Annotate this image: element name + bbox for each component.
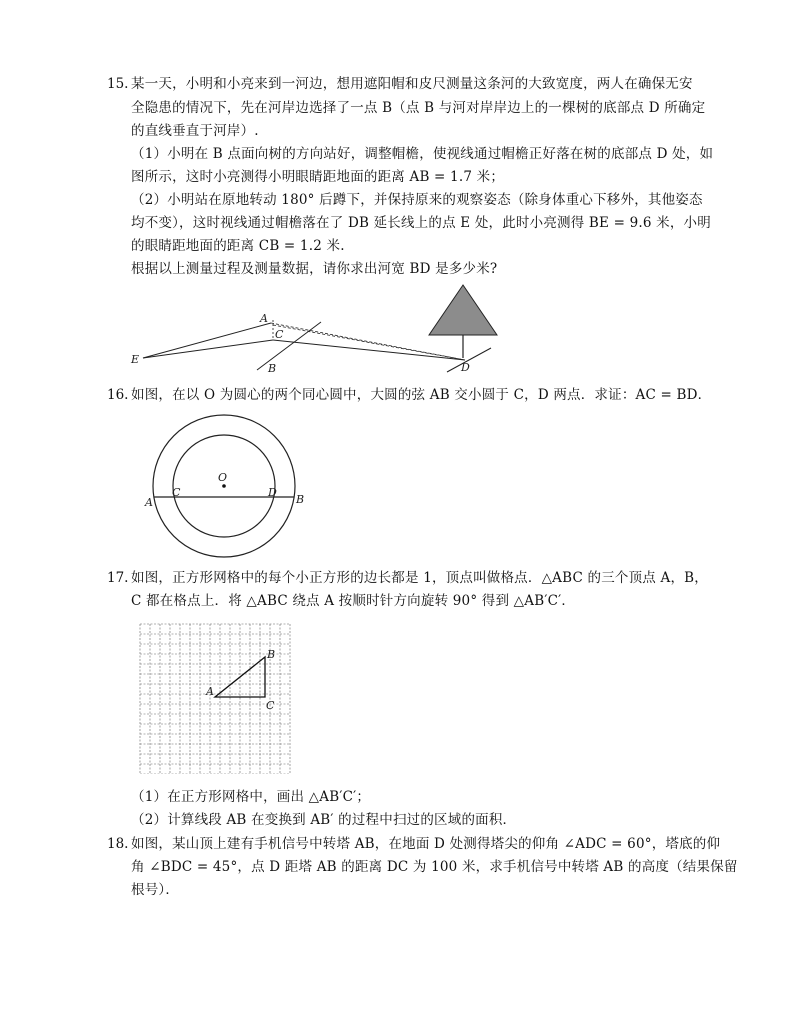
question-text-line: 根据以上测量过程及测量数据，请你求出河宽 BD 是多少米?	[131, 261, 498, 277]
label-C: C	[266, 699, 275, 712]
question-text-line: 某一天，小明和小亮来到一河边，想用遮阳帽和皮尺测量这条河的大致宽度，两人在确保无安	[131, 76, 693, 92]
tree-icon	[429, 285, 497, 335]
question-text-line: 根号）．	[131, 882, 180, 898]
center-point-O	[222, 484, 226, 488]
label-A: A	[260, 312, 268, 325]
sight-line-EC	[143, 323, 271, 358]
baseline-BD	[273, 340, 465, 360]
square-grid-figure	[138, 622, 294, 774]
label-O: O	[218, 471, 228, 484]
question-text-line: 的眼睛距地面的距离 CB = 1.2 米.	[131, 238, 345, 254]
sight-line-EB	[143, 340, 273, 358]
label-D: D	[268, 486, 277, 499]
label-B: B	[267, 648, 276, 661]
question-text-line: 均不变），这时视线通过帽檐落在了 DB 延长线上的点 E 处，此时小亮测得 BE = 9.6 米，小明	[131, 215, 711, 231]
question-text-line: 全隐患的情况下，先在河岸边选择了一点 B（点 B 与河对岸岸边上的一棵树的底部点 D 所确定	[131, 100, 706, 116]
question-text-line: （2）小明站在原地转动 180° 后蹲下，并保持原来的观察姿态（除身体重心下移外，其他姿态	[131, 192, 703, 208]
question-text-line: 的直线垂直于河岸）.	[131, 123, 259, 139]
river-measurement-figure	[125, 280, 505, 380]
question-text-line: 如图，在以 O 为圆心的两个同心圆中，大圆的弦 AB 交小圆于 C，D 两点．求证：AC = BD．	[131, 387, 712, 403]
label-A: A	[206, 685, 214, 698]
label-C: C	[275, 328, 284, 341]
label-C: C	[172, 486, 181, 499]
question-number: 16.	[107, 387, 129, 403]
question-text-line: 如图，正方形网格中的每个小正方形的边长都是 1，顶点叫做格点．△ABC 的三个顶点 A，B，	[131, 570, 708, 586]
label-E: E	[131, 353, 140, 366]
river-bank-near	[257, 322, 321, 370]
question-text-line: C 都在格点上．将 △ABC 绕点 A 按顺时针方向旋转 90° 得到 △AB′C′．	[131, 593, 576, 609]
question-text-line: 如图，某山顶上建有手机信号中转塔 AB，在地面 D 处测得塔尖的仰角 ∠ADC = 60°，塔底的仰	[131, 836, 721, 852]
question-part: （1）在正方形网格中，画出 △AB′C′；	[131, 789, 371, 805]
question-number: 17.	[107, 570, 129, 586]
label-A: A	[145, 496, 153, 509]
label-B: B	[268, 362, 277, 375]
question-number: 18.	[107, 836, 129, 852]
concentric-circles-figure	[140, 410, 320, 565]
question-text-line: （1）小明在 B 点面向树的方向站好，调整帽檐，使视线通过帽檐正好落在树的底部点 D 处，如	[131, 146, 714, 162]
question-number: 15.	[107, 76, 129, 92]
label-B: B	[296, 493, 305, 506]
label-D: D	[461, 361, 470, 374]
question-text-line: 角 ∠BDC = 45°，点 D 距塔 AB 的距离 DC 为 100 米，求手机信号中转塔 AB 的高度（结果保留	[131, 859, 738, 875]
question-text-line: 图所示，这时小亮测得小明眼睛距地面的距离 AB = 1.7 米；	[131, 169, 505, 185]
question-part: （2）计算线段 AB 在变换到 AB′ 的过程中扫过的区域的面积．	[131, 812, 517, 828]
